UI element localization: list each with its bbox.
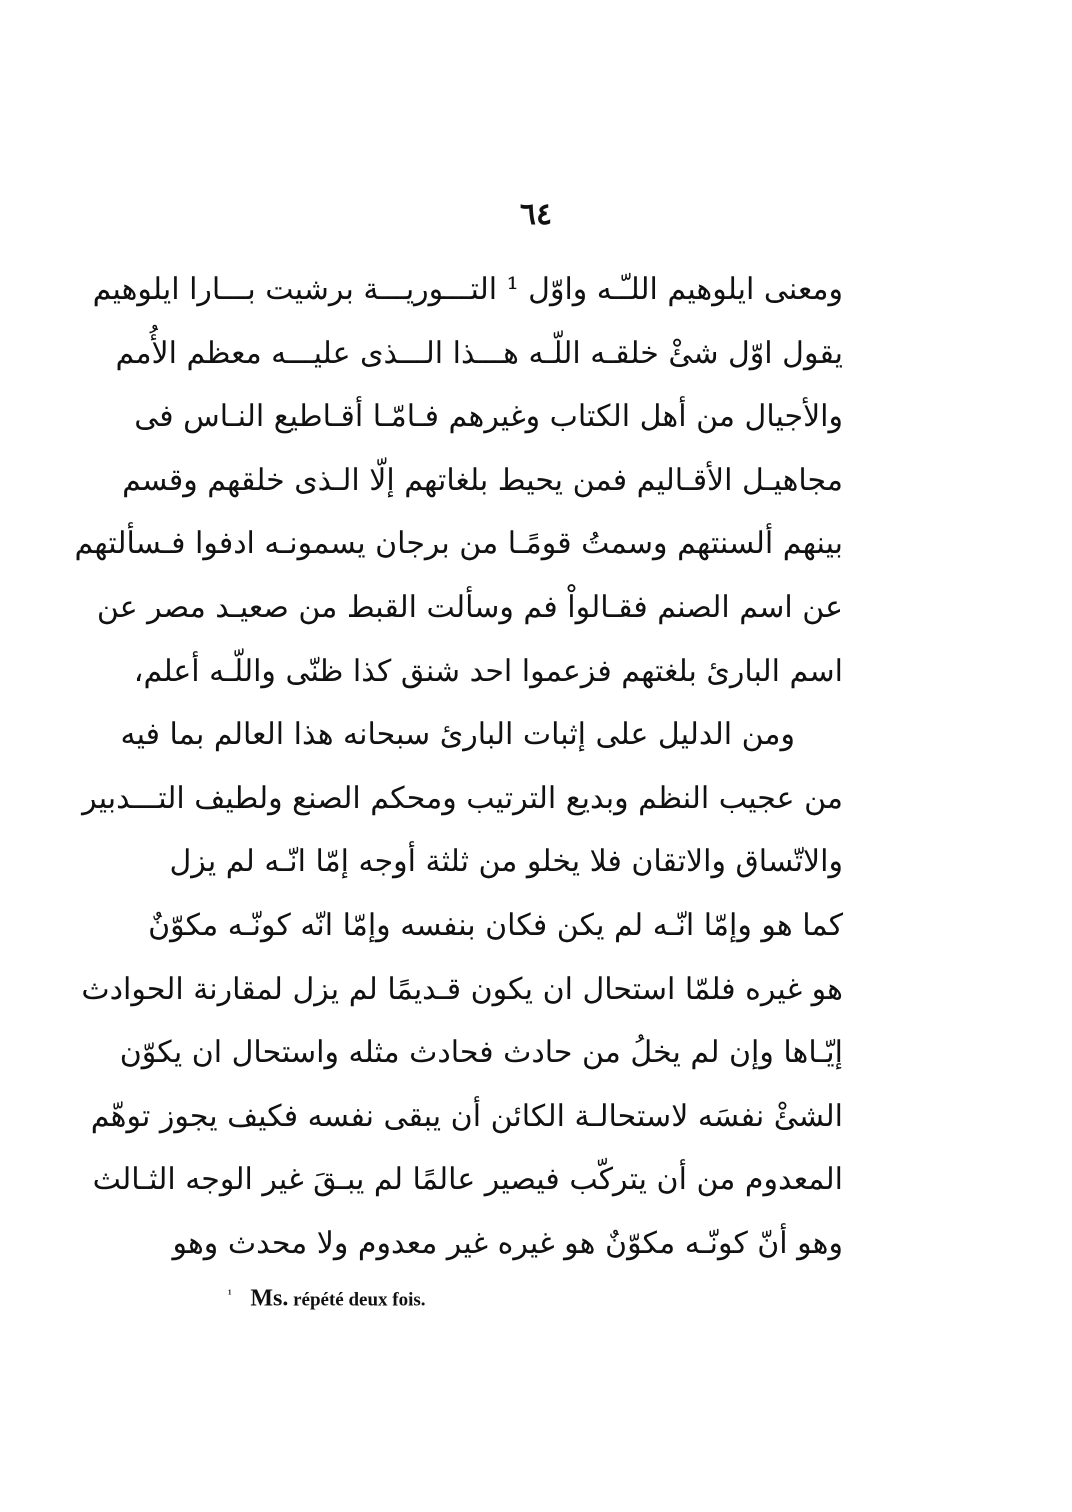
text-line: والاتّساق والاتقان فلا يخلو من ثلثة أوجه إمّا انّـه لم يزل (169, 844, 843, 880)
body-text (74, 258, 843, 1276)
footnote-marker: ¹ (228, 1287, 232, 1301)
text-line: مجاهيـل الأقـاليم فمن يحيط بلغاتهم إلّا الـذى خلقهم وقسم (122, 462, 843, 498)
paragraph-start-line: ومن الدليل على إثبات البارئ سبحانه هذا العالم بما فيه (120, 717, 795, 753)
footnote-abbrev: Ms. (250, 1285, 289, 1312)
text-line: عن اسم الصنم فقـالواْ فم وسألت القبط من صعيـد مصر عن (96, 589, 843, 625)
text-line: من عجيب النظم وبديع الترتيب ومحكم الصنع ولطيف التـــدبير (82, 780, 843, 816)
footnote-text: répété deux fois. (293, 1289, 426, 1311)
text-line: إيّـاها وإن لم يخلُ من حادث فحادث مثله واستحال ان يكوّن (119, 1035, 843, 1071)
footnote (228, 1280, 628, 1314)
text-line: وهو أنّ كونّـه مكوّنٌ هو غيره غير معدوم ولا محدث وهو (172, 1225, 843, 1261)
text-line: الشئْ نفسَه لاستحالـة الكائن أن يبقى نفسه فكيف يجوز توهّم (90, 1098, 843, 1134)
text-line: المعدوم من أن يتركّب فيصير عالمًا لم يبـقَ غير الوجه الثـالث (92, 1162, 843, 1198)
text-line: والأجيال من أهل الكتاب وغيرهم فـامّـا أقـاطيع النـاس فى (134, 399, 843, 435)
text-line: كما هو وإمّا انّـه لم يكن فكان بنفسه وإمّا انّه كونّـه مكوّنٌ (148, 907, 843, 943)
text-line: اسم البارئ بلغتهم فزعموا احد شنق كذا ظنّى واللّـه أعلم، (133, 653, 843, 689)
text-line: هو غيره فلمّا استحال ان يكون قـديمًا لم يزل لمقارنة الحوادث (81, 971, 843, 1007)
page-number: ٦٤ (519, 197, 553, 232)
text-line: بينهم ألسنتهم وسمتُ قومًـا من برجان يسمونـه ادفوا فـسألتهم (74, 526, 843, 562)
text-line: يقول اوّل شئْ خلقـه اللّـه هـــذا الـــذى عليـــه معظم الأُمم (115, 335, 843, 371)
text-line: ومعنى ايلوهيم اللـّـه واوّل ¹ التـــوريـــة برشيت بـــارا ايلوهيم (92, 272, 843, 307)
